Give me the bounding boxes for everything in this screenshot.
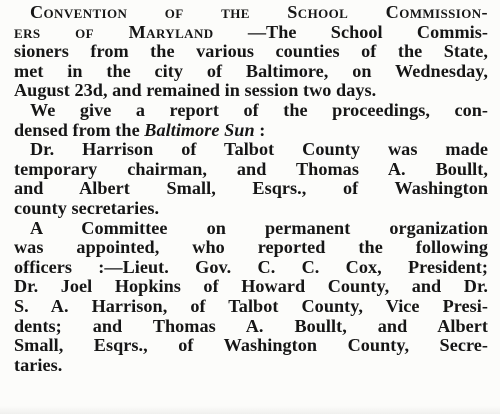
text-line bbox=[14, 3, 488, 23]
body-text: : bbox=[254, 119, 266, 140]
body-text: Dr. Joel Hopkins of Howard County, and Dr. bbox=[14, 276, 488, 297]
text-line bbox=[14, 297, 488, 317]
text-line bbox=[14, 179, 488, 199]
text-line bbox=[14, 238, 488, 258]
text-line bbox=[14, 219, 488, 239]
body-text: A Committee on permanent organization bbox=[30, 217, 488, 238]
text-line bbox=[14, 101, 488, 121]
text-line bbox=[14, 62, 488, 82]
headline-text: ers of Maryland bbox=[14, 21, 214, 42]
text-line bbox=[14, 160, 488, 180]
text-line bbox=[14, 121, 488, 141]
body-text: dents; and Thomas A. Boullt, and Albert bbox=[14, 315, 488, 336]
body-text: Dr. Harrison of Talbot County was made bbox=[30, 139, 488, 160]
body-text: We give a report of the proceedings, con- bbox=[30, 99, 488, 120]
body-text: officers :—Lieut. Gov. C. C. Cox, President; bbox=[14, 256, 488, 277]
text-line bbox=[14, 81, 488, 101]
text-line bbox=[14, 42, 488, 62]
text-line bbox=[14, 199, 488, 219]
body-text: and Albert Small, Esqrs., of Washington bbox=[14, 178, 488, 199]
body-text: taries. bbox=[14, 354, 63, 375]
body-text: —The School Commis- bbox=[213, 21, 488, 42]
source-title: Baltimore Sun bbox=[144, 119, 255, 140]
text-line bbox=[14, 23, 488, 43]
article-body bbox=[14, 3, 488, 375]
clipping-bottom-edge bbox=[0, 406, 500, 414]
text-line bbox=[14, 258, 488, 278]
body-text: temporary chairman, and Thomas A. Boullt, bbox=[14, 158, 488, 179]
text-line bbox=[14, 140, 488, 160]
body-text: county secretaries. bbox=[14, 197, 160, 218]
body-text: S. A. Harrison, of Talbot County, Vice Presi- bbox=[14, 295, 488, 316]
text-line bbox=[14, 277, 488, 297]
text-line bbox=[14, 317, 488, 337]
body-text: was appointed, who reported the following bbox=[14, 237, 488, 258]
body-text: August 23d, and remained in session two days. bbox=[14, 80, 377, 101]
text-line bbox=[14, 356, 488, 376]
text-line bbox=[14, 336, 488, 356]
body-text: met in the city of Baltimore, on Wednesday, bbox=[14, 60, 488, 81]
body-text: sioners from the various counties of the State, bbox=[14, 41, 488, 62]
body-text: Small, Esqrs., of Washington County, Secre- bbox=[14, 335, 488, 356]
headline-text: Convention of the School Commission- bbox=[30, 2, 488, 22]
body-text: densed from the bbox=[14, 119, 145, 140]
